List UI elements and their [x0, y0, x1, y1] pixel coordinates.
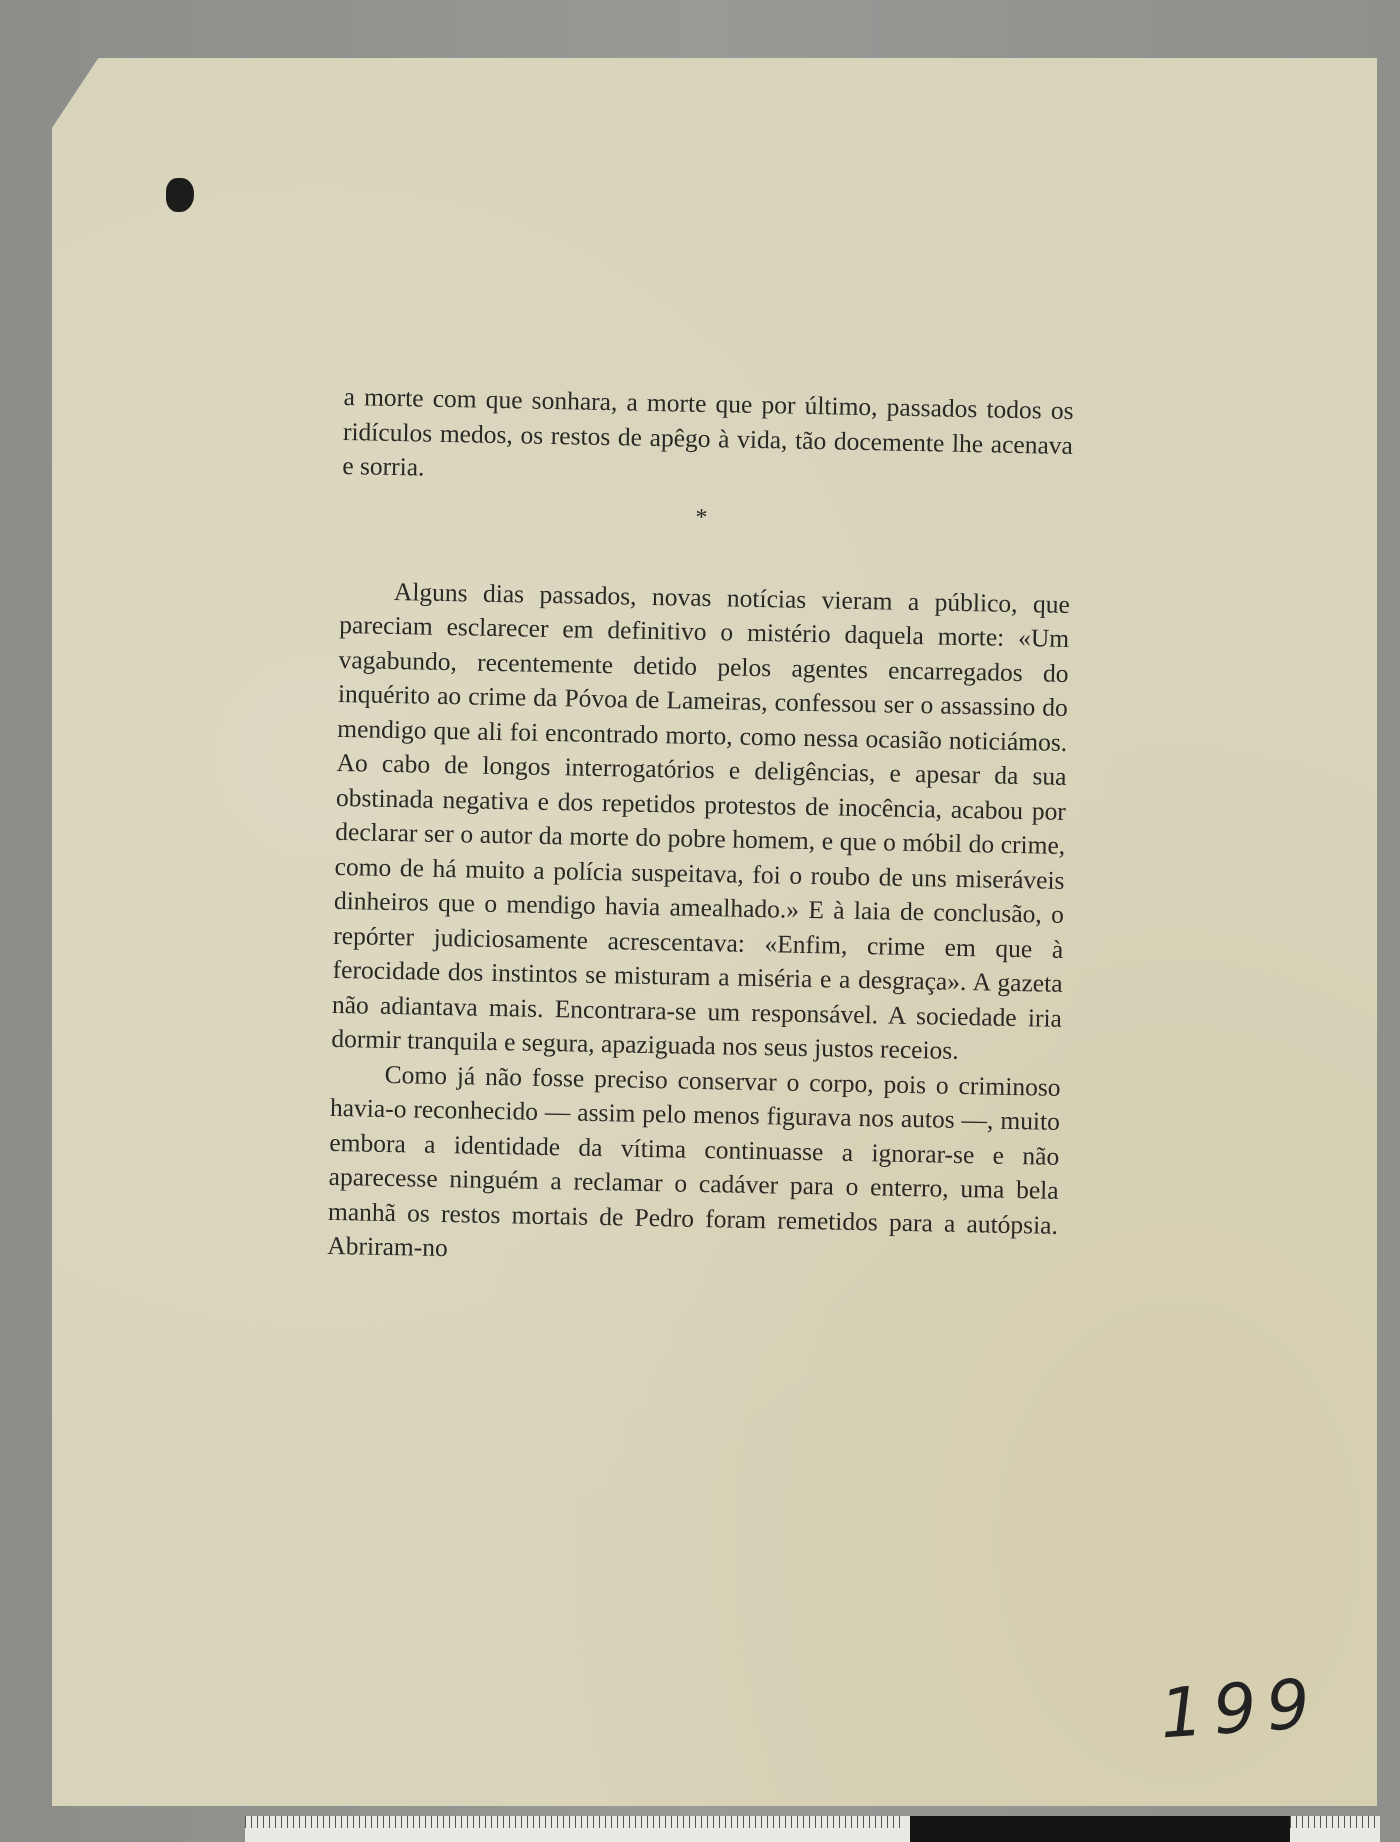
- section-break: *: [695, 504, 708, 531]
- paragraph-2: Alguns dias passados, novas notícias vieram a público, que pareciam esclarecer em definitivo o mistério daquela morte: «Um vagabundo, recentemente detido pelos agentes encarregados do inquérito ao crime da Póvoa de Lameiras, confessou ser o assassino do mendigo que ali foi encontrado morto, como nessa ocasião noticiámos. Ao cabo de longos interrogatórios e deligências, e apesar da sua obstinada negativa e dos repetidos protestos de inocência, acabou por declarar ser o autor da morte do pobre homem, e que o móbil do crime, como de há muito a polícia suspeitava, foi o roubo de uns miseráveis dinheiros que o mendigo havia amealhado.» E à laia de conclusão, o repórter judiciosamente acrescentava: «Enfim, crime em que à ferocidade dos instintos se misturam a miséria e a desgraça». A gazeta não adiantava mais. Encontrara-se um responsável. A sociedade iria dormir tranquila e segura, apaziguada nos seus justos receios.: [331, 576, 1071, 1065]
- paragraph-3: Como já não fosse preciso conservar o corpo, pois o criminoso havia-o reconhecido — assim pelo menos figurava nos autos —, muito embora a identidade da vítima continuasse a ignorar-se e não aparecesse ninguém a reclamar o cadáver para o enterro, uma bela manhã os restos mortais de Pedro foram remetidos para a autópsia. Abriram-no: [327, 1059, 1061, 1263]
- ruler-end-ticks: [1290, 1816, 1380, 1828]
- ruler-black-segment: [910, 1816, 1290, 1842]
- handwritten-page-number: 199: [1157, 1664, 1323, 1755]
- paragraph-1: a morte com que sonhara, a morte que por último, passados todos os ridículos medos, os restos de apêgo à vida, tão docemente lhe acenava e sorria.: [342, 381, 1074, 482]
- ruler-ticks: [245, 1816, 905, 1828]
- scale-ruler: [245, 1816, 1380, 1842]
- punch-hole: [166, 178, 194, 212]
- document-body: [327, 380, 1074, 1277]
